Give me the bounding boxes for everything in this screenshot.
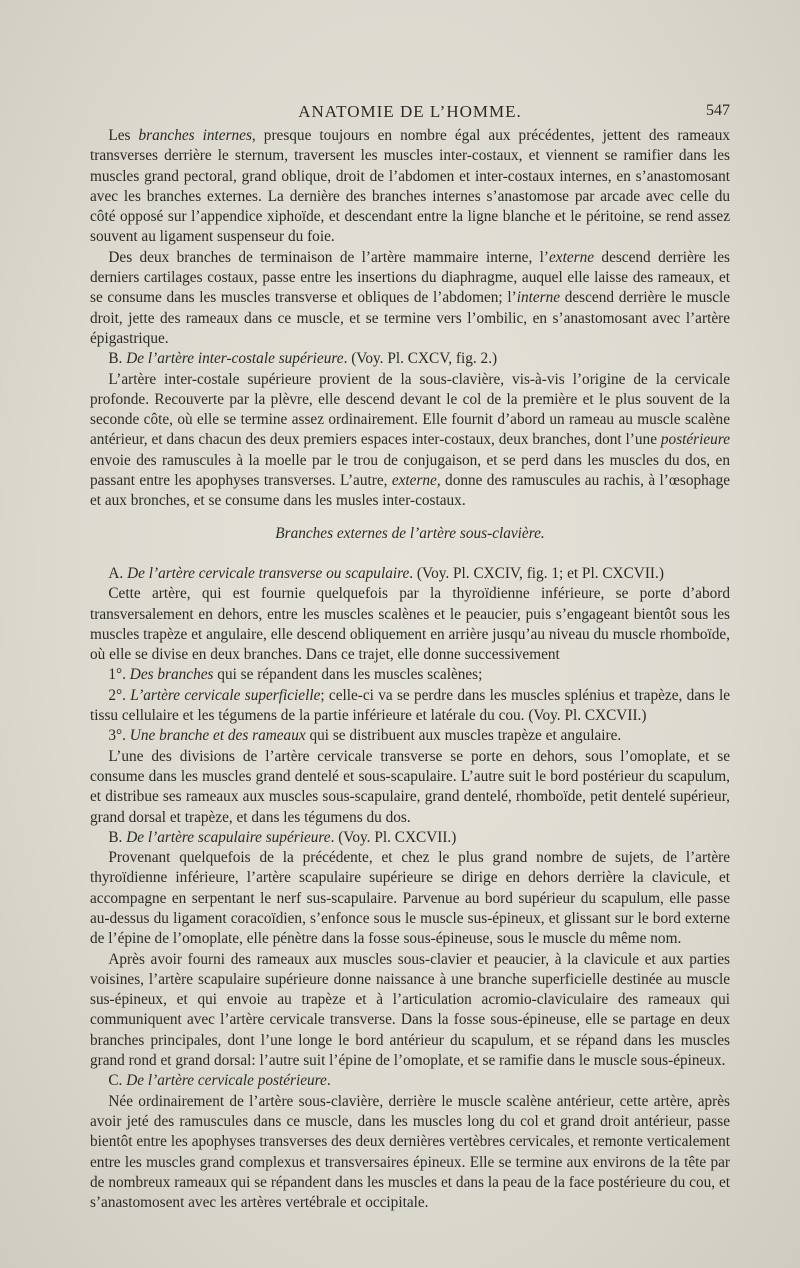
paragraph: L’une des divisions de l’artère cervicale transverse se porte en dehors, sous l’omoplate, et se consume dans les muscles grand dentelé et sous-scapulaire. L’autre suit le bord postérieur du scapulum, et distribue ses rameaux aux muscles sous-scapulaire, grand dentelé, rhomboïde, petit dentelé supérieur, grand dorsal et trapèze, et dans les tégumens du dos. bbox=[90, 747, 730, 826]
term: externe bbox=[549, 248, 595, 266]
item-number: 1°. bbox=[108, 666, 130, 684]
heading-reference: . bbox=[326, 1072, 331, 1090]
text-run: qui se distribuent aux muscles trapèze et angulaire. bbox=[305, 727, 622, 745]
page-number: 547 bbox=[706, 102, 730, 119]
term: L’artère cervicale superficielle bbox=[130, 686, 321, 704]
item-number: 2°. bbox=[108, 686, 131, 704]
paragraph: Cette artère, qui est fournie quelquefois par la thyroïdienne inférieure, se porte d’abord transversalement en dehors, entre les muscles scalènes et le peaucier, puis s’engageant bientôt sous les muscles trapèze et angulaire, elle descend obliquement en arrière jusqu’au niveau du muscle rhomboïde, où elle se divise en deux branches. Dans ce trajet, elle donne successivement bbox=[90, 585, 730, 664]
list-item bbox=[90, 686, 730, 727]
subheading-b-scapulaire-superieure bbox=[90, 828, 730, 848]
heading-title: De l’artère scapulaire supérieure bbox=[126, 828, 331, 846]
heading-letter: C. bbox=[108, 1072, 127, 1090]
term: branches internes bbox=[138, 127, 252, 144]
text-run: ; celle-ci va se perdre dans les muscles splénius et trapèze, dans le tissu cellulaire et les tégumens de la partie inférieure et latérale du cou. (Voy. Pl. CXCVII.) bbox=[90, 686, 730, 725]
text-run: , presque toujours en nombre égal aux précédentes, jettent des rameaux transverses derrière le sternum, traversent les muscles inter-costaux, et viennent se ramifier dans les muscles grand pectoral, grand oblique, droit de l’abdomen et inter-costaux internes, en s’anastomosant avec les branches externes. La dernière des branches internes s’anastomose par arcade avec celle du côté opposé sur l’appendice xiphoïde, et descendant entre la ligne blanche et le péritoine, se rend assez souvent au ligament suspenseur du foie. bbox=[90, 127, 730, 246]
paragraph bbox=[90, 370, 730, 512]
heading-letter: B. bbox=[108, 350, 127, 368]
term: postérieure bbox=[660, 431, 730, 449]
paragraph: Née ordinairement de l’artère sous-clavière, derrière le muscle scalène antérieur, cette artère, après avoir jeté des ramuscules dans ce muscle, dans les muscles long du col et grand droit antérieur, passe bientôt entre les apophyses transverses des deux dernières vertèbres cervicales, et remonte verticalement entre les muscles grand complexus et transversaires épineux. Elle se termine aux environs de la tête par de nombreux rameaux qui se répandent dans les muscles et dans la peau de la face postérieure du cou, et s’anastomosent avec les artères vertébrale et occipitale. bbox=[90, 1092, 730, 1212]
running-head: ANATOMIE DE L’HOMME. bbox=[298, 102, 522, 121]
text-run: Des deux branches de terminaison de l’artère mammaire interne, l’ bbox=[108, 248, 550, 266]
list-item bbox=[90, 665, 730, 685]
heading-letter: A. bbox=[108, 564, 128, 582]
text-run: envoie des ramuscules à la moelle par le trou de conjugaison, et se perd dans les muscles du dos, en passant entre les apophyses transverses. L’autre, bbox=[90, 451, 730, 490]
text-run: qui se répandent dans les muscles scalènes; bbox=[213, 666, 483, 684]
paragraph bbox=[90, 126, 730, 248]
subheading-b-intercostale bbox=[90, 349, 730, 369]
heading-reference: . (Voy. Pl. CXCVII.) bbox=[330, 828, 457, 846]
text-run: , donne des ramuscules au rachis, à l’œsophage et aux bronches, et se consume dans les musles inter-costaux. bbox=[90, 472, 731, 510]
term: Des branches bbox=[129, 666, 214, 684]
heading-letter: B. bbox=[108, 828, 127, 846]
heading-title: De l’artère cervicale transverse ou scapulaire bbox=[127, 564, 410, 582]
heading-title: De l’artère inter-costale supérieure bbox=[126, 350, 344, 368]
text-run: descend derrière le muscle droit, jette des rameaux dans ce muscle, et se termine vers l’ombilic, en s’anastomosant avec l’artère épigastrique. bbox=[90, 289, 731, 347]
text-run: L’artère inter-costale supérieure provient de la sous-clavière, vis-à-vis l’origine de la cervicale profonde. Recouverte par la plèvre, elle descend devant le col de la première et le plus souvent de la seconde côte, où elle se termine assez ordinairement. Elle fournit d’abord un rameau au muscle scalène antérieur, et dans chacun des deux premiers espaces inter-costaux, deux branches, dont l’une bbox=[90, 370, 730, 449]
page-header bbox=[90, 102, 730, 124]
paragraph: Provenant quelquefois de la précédente, et chez le plus grand nombre de sujets, de l’artère thyroïdienne inférieure, l’artère scapulaire supérieure se dirige en dehors derrière la clavicule, et accompagne en serpentant le nerf sus-scapulaire. Parvenue au bord supérieur du scapulum, elle passe au-dessus du ligament coracoïdien, s’enfonce sous le muscle sus-épineux, et glissant sur le bord externe de l’épine de l’omoplate, elle pénètre dans la fosse sous-épineuse, sous le muscle du même nom. bbox=[90, 849, 730, 948]
term: interne bbox=[516, 289, 561, 307]
subheading-a-cervicale-transverse bbox=[90, 564, 730, 584]
heading-reference: . (Voy. Pl. CXCIV, fig. 1; et Pl. CXCVII.) bbox=[409, 564, 664, 582]
heading-reference: . (Voy. Pl. CXCV, fig. 2.) bbox=[343, 350, 498, 368]
item-number: 3°. bbox=[108, 727, 130, 745]
paragraph bbox=[90, 248, 730, 349]
page-body bbox=[90, 126, 730, 1213]
paragraph: Après avoir fourni des rameaux aux muscles sous-clavier et peaucier, à la clavicule et aux parties voisines, l’artère scapulaire supérieure donne naissance à une branche superficielle destinée au muscle sus-épineux, et qui envoie au trapèze et à l’articulation acromio-claviculaire des rameaux qui communiquent avec l’artère cervicale transverse. Dans la fosse sous-épineuse, elle se partage en deux branches principales, dont l’une longe le bord antérieur du scapulum, et se répand dans les muscles grand rond et grand dorsal: l’autre suit l’épine de l’omoplate, et se ramifie dans le muscle sous-épineux. bbox=[90, 950, 730, 1070]
term: externe bbox=[391, 472, 437, 490]
section-title: Branches externes de l’artère sous-clavière. bbox=[275, 524, 545, 542]
heading-title: De l’artère cervicale postérieure bbox=[126, 1072, 327, 1090]
subheading-c-cervicale-posterieure bbox=[90, 1071, 730, 1091]
list-item bbox=[90, 726, 730, 746]
term: Une branche et des rameaux bbox=[129, 727, 306, 745]
text-run: Les bbox=[108, 127, 139, 144]
text-run: descend derrière les derniers cartilages costaux, passe entre les insertions du diaphragme, auquel elle laisse des rameaux, et se consume dans les muscles transverse et obliques de l’abdomen; l’ bbox=[90, 248, 730, 307]
